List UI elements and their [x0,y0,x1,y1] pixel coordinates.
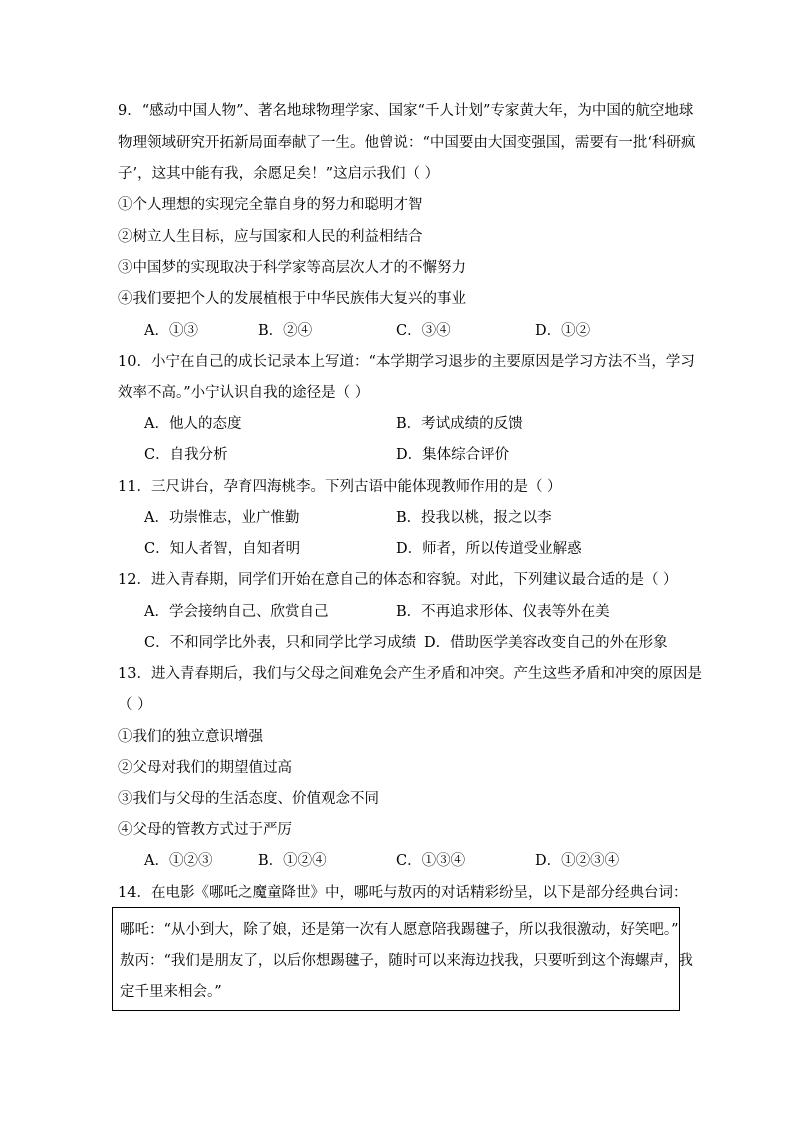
q13-stem-line2: （ ） [118,697,152,713]
q13-item-2: ②父母对我们的期望值过高 [118,760,292,776]
q9-item-1: ①个人理想的实现完全靠自身的努力和聪明才智 [118,197,423,213]
q12-option-a[interactable]: A．学会接纳自己、欣赏自己 [144,604,329,620]
q12-option-c[interactable]: C．不和同学比外表，只和同学比学习成绩 [144,635,417,651]
q13-item-1: ①我们的独立意识增强 [118,729,263,745]
q13-option-b[interactable]: B．①②④ [258,853,327,869]
q13-option-d[interactable]: D．①②③④ [535,853,620,869]
q10-option-d[interactable]: D．集体综合评价 [396,447,510,463]
q9-option-b[interactable]: B．②④ [258,323,313,339]
q9-item-4: ④我们要把个人的发展植根于中华民族伟大复兴的事业 [118,291,466,307]
q12-option-b[interactable]: B．不再追求形体、仪表等外在美 [396,604,610,620]
q11-option-d[interactable]: D．师者，所以传道受业解惑 [396,541,582,557]
q11-option-a[interactable]: A．功崇惟志，业广惟勤 [144,510,300,526]
q14-stem-line1: 14．在电影《哪吒之魔童降世》中，哪吒与敖丙的对话精彩纷呈，以下是部分经典台词： [118,885,688,901]
q14-quote-line3: 定千里来相会。” [120,984,222,1000]
q10-option-a[interactable]: A．他人的态度 [144,416,242,432]
q9-item-2: ②树立人生目标，应与国家和人民的利益相结合 [118,229,423,245]
q11-option-c[interactable]: C．知人者智，自知者明 [144,541,301,557]
q10-stem-line2: 效率不高。”小宁认识自我的途径是（ ） [118,385,370,401]
q11-option-b[interactable]: B．投我以桃，报之以李 [396,510,552,526]
q9-option-d[interactable]: D．①② [535,323,591,339]
q9-stem-line3: 子’，这其中能有我，余愿足矣！”这启示我们（ ） [118,166,440,182]
q13-item-3: ③我们与父母的生活态度、价值观念不同 [118,791,379,807]
q13-stem-line1: 13．进入青春期后，我们与父母之间难免会产生矛盾和冲突。产生这些矛盾和冲突的原因是 [118,666,702,682]
q14-quote-line2: 敖丙：“我们是朋友了，以后你想踢毽子，随时可以来海边找我，只要听到这个海螺声，我 [120,953,693,969]
q12-option-d[interactable]: D．借助医学美容改变自己的外在形象 [424,635,668,651]
q9-stem-line1: 9．“感动中国人物”、著名地球物理学家、国家“千人计划”专家黄大年，为中国的航空地球 [118,103,694,119]
q9-option-a[interactable]: A．①③ [144,323,198,339]
q13-item-4: ④父母的管教方式过于严厉 [118,822,292,838]
q13-option-a[interactable]: A．①②③ [144,853,213,869]
q14-quote-line1: 哪吒：“从小到大，除了娘，还是第一次有人愿意陪我踢毽子，所以我很激动，好笑吧。” [120,922,679,938]
q13-option-c[interactable]: C．①③④ [396,853,466,869]
q10-option-b[interactable]: B．考试成绩的反馈 [396,416,523,432]
q9-option-c[interactable]: C．③④ [396,323,451,339]
q12-stem-line1: 12．进入青春期，同学们开始在意自己的体态和容貌。对此，下列建议最合适的是（ ） [118,572,678,588]
q11-stem-line1: 11．三尺讲台，孕育四海桃李。下列古语中能体现教师作用的是（ ） [118,479,562,495]
q9-stem-line2: 物理领域研究开拓新局面奉献了一生。他曾说：“中国要由大国变强国，需要有一批‘科研疯 [118,135,696,151]
q10-stem-line1: 10．小宁在自己的成长记录本上写道：“本学期学习退步的主要原因是学习方法不当，学习 [118,354,695,370]
q14-quote-box [112,907,693,1011]
q9-item-3: ③中国梦的实现取决于科学家等高层次人才的不懈努力 [118,260,466,276]
q10-option-c[interactable]: C．自我分析 [144,447,228,463]
